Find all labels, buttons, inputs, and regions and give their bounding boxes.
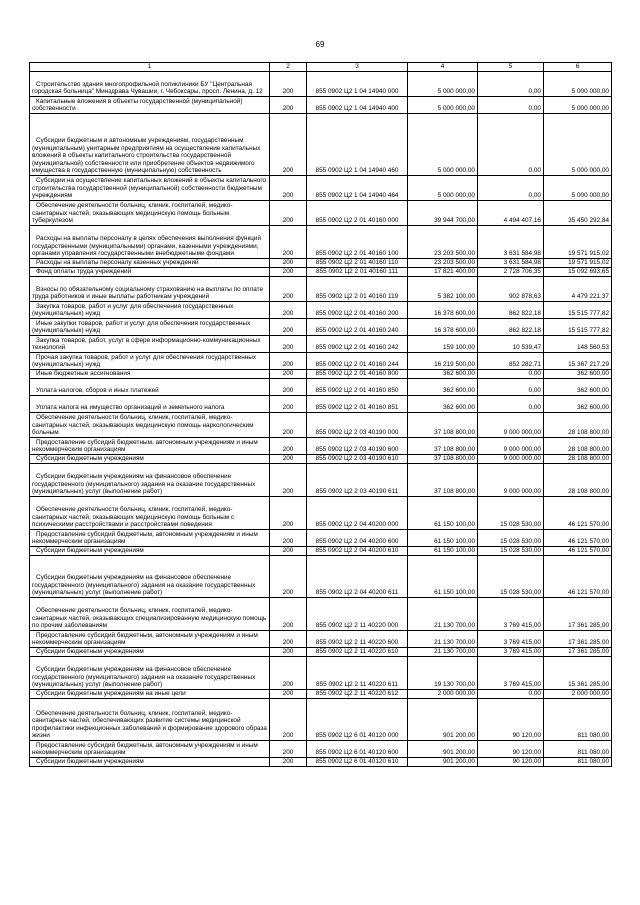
cell-line-code: 200 [270,438,307,455]
cell-unexecuted: 28 108 800,00 [544,455,612,464]
cell-description: Обеспечение деятельности больниц, клиник, госпиталей, медико-санитарных частей, обеспечивающих развитие системы медицинской профилактики инфекционных заболеваний и формирование здорового образа жизни [30,699,270,741]
cell-approved: 5 000 000,00 [408,176,478,201]
table-row [30,657,612,690]
cell-description: Фонд оплаты труда учреждений [30,268,270,277]
cell-budget-code: 855 0902 Ц2 6 01 40120 600 [307,741,408,758]
cell-budget-code: 855 0902 Ц2 2 04 40200 610 [307,547,408,556]
table-row [30,176,612,201]
table-row [30,556,612,598]
cell-approved: 362 600,00 [408,370,478,379]
cell-executed: 90 120,00 [478,699,544,741]
cell-budget-code: 855 0902 Ц2 2 04 40200 600 [307,530,408,547]
cell-approved: 5 000 000,00 [408,114,478,176]
cell-executed: 90 120,00 [478,758,544,767]
header-row [30,63,612,72]
cell-executed: 852 282,71 [478,353,544,370]
cell-line-code: 200 [270,648,307,657]
cell-description: Прочая закупка товаров, работ и услуг для обеспечения государственных (муниципальных) нужд [30,353,270,370]
cell-approved: 362 600,00 [408,379,478,396]
cell-description: Субсидии бюджетным учреждениям на финансовое обеспечение государственного (муниципального) задания на оказание государственных (муниципальных) услуг (выполнение работ) [30,464,270,497]
cell-executed: 9 000 000,00 [478,455,544,464]
cell-unexecuted: 28 108 800,00 [544,464,612,497]
cell-description: Субсидии бюджетным учреждениям на финансовое обеспечение государственного (муниципального) задания на оказание государственных (муниципальных) услуг (выполнение работ) [30,657,270,690]
cell-line-code: 200 [270,176,307,201]
cell-executed: 0,00 [478,114,544,176]
cell-description: Обеспечение деятельности больниц, клиник, госпиталей, медико-санитарных частей, оказывающих медицинскую помощь больным туберкулезом [30,201,270,226]
cell-description: Предоставление субсидий бюджетным, автономным учреждениям и иным некоммерческим организациям [30,741,270,758]
table-row [30,530,612,547]
cell-approved: 901 200,00 [408,758,478,767]
cell-budget-code: 855 0902 Ц2 6 01 40120 610 [307,758,408,767]
table-row [30,413,612,438]
cell-approved: 159 100,00 [408,336,478,353]
table-row [30,690,612,699]
cell-budget-code: 855 0902 Ц2 2 01 40160 850 [307,379,408,396]
cell-line-code: 200 [270,201,307,226]
cell-unexecuted: 811 080,00 [544,741,612,758]
cell-description: Субсидии бюджетным и автономным учреждениям, государственным (муниципальным) унитарным предприятиям на осуществление капитальных вложений в объекты капитального строительства государственной (муниципальной) собственности или приобретение объектов недвижимого имущества в государственную (муниципальную) собственность [30,114,270,176]
cell-unexecuted: 28 108 800,00 [544,438,612,455]
cell-approved: 16 378 600,00 [408,319,478,336]
cell-unexecuted: 4 479 221,37 [544,277,612,302]
cell-approved: 5 000 000,00 [408,72,478,97]
cell-description: Субсидии бюджетным учреждениям [30,455,270,464]
budget-table [29,62,612,767]
cell-executed: 0,00 [478,176,544,201]
cell-line-code: 200 [270,455,307,464]
cell-unexecuted: 362 600,00 [544,379,612,396]
cell-description: Строительство здания многопрофильной поликлиники БУ "Центральная городская больница" Минздрава Чувашии, г. Чебоксары, просп. Ленина, д. 12 [30,72,270,97]
cell-unexecuted: 17 361 285,00 [544,631,612,648]
cell-budget-code: 855 0902 Ц2 2 03 40190 600 [307,438,408,455]
table-row [30,455,612,464]
cell-line-code: 200 [270,319,307,336]
cell-budget-code: 855 0902 Ц2 6 01 40120 000 [307,699,408,741]
cell-executed: 0,00 [478,370,544,379]
cell-description: Иные бюджетные ассигнования [30,370,270,379]
cell-executed: 9 000 000,00 [478,464,544,497]
cell-unexecuted: 19 571 915,02 [544,259,612,268]
cell-unexecuted: 46 121 570,00 [544,556,612,598]
cell-unexecuted: 46 121 570,00 [544,547,612,556]
cell-executed: 3 769 415,00 [478,631,544,648]
cell-unexecuted: 15 092 693,65 [544,268,612,277]
cell-unexecuted: 5 000 000,00 [544,176,612,201]
cell-executed: 862 822,18 [478,319,544,336]
table-row [30,396,612,413]
table-row [30,758,612,767]
table-row [30,319,612,336]
cell-approved: 17 821 400,00 [408,268,478,277]
cell-executed: 0,00 [478,72,544,97]
cell-executed: 0,00 [478,396,544,413]
table-row [30,370,612,379]
cell-approved: 61 150 100,00 [408,497,478,530]
cell-unexecuted: 17 361 285,00 [544,648,612,657]
cell-line-code: 200 [270,226,307,259]
cell-description: Субсидии бюджетным учреждениям [30,758,270,767]
cell-line-code: 200 [270,396,307,413]
cell-executed: 3 769 415,00 [478,598,544,631]
cell-approved: 37 108 800,00 [408,464,478,497]
cell-budget-code: 855 0902 Ц2 2 11 40220 612 [307,690,408,699]
table-row [30,353,612,370]
cell-budget-code: 855 0902 Ц2 2 01 40160 111 [307,268,408,277]
cell-description: Субсидии бюджетным учреждениям [30,648,270,657]
cell-unexecuted: 28 108 800,00 [544,413,612,438]
cell-description: Капитальные вложения в объекты государственной (муниципальной) собственности [30,97,270,114]
table-row [30,547,612,556]
cell-budget-code: 855 0902 Ц2 2 04 40200 000 [307,497,408,530]
cell-unexecuted: 17 361 285,00 [544,598,612,631]
table-row [30,336,612,353]
cell-budget-code: 855 0902 Ц2 2 01 40160 000 [307,201,408,226]
header-col-3: 3 [307,63,408,72]
cell-approved: 901 200,00 [408,699,478,741]
table-row [30,114,612,176]
cell-approved: 23 203 500,00 [408,259,478,268]
cell-budget-code: 855 0902 Ц2 2 01 40160 110 [307,259,408,268]
cell-budget-code: 855 0902 Ц2 1 04 14940 000 [307,72,408,97]
cell-description: Расходы на выплаты персоналу казенных учреждений [30,259,270,268]
cell-unexecuted: 148 560,53 [544,336,612,353]
table-row [30,277,612,302]
cell-approved: 37 108 800,00 [408,438,478,455]
cell-line-code: 200 [270,336,307,353]
table-row [30,648,612,657]
cell-unexecuted: 15 367 217,29 [544,353,612,370]
cell-unexecuted: 811 080,00 [544,699,612,741]
cell-line-code: 200 [270,758,307,767]
cell-budget-code: 855 0902 Ц2 2 01 40160 100 [307,226,408,259]
cell-approved: 21 130 700,00 [408,598,478,631]
cell-executed: 15 028 530,00 [478,556,544,598]
header-col-2: 2 [270,63,307,72]
cell-approved: 16 219 500,00 [408,353,478,370]
cell-line-code: 200 [270,277,307,302]
table-row [30,226,612,259]
cell-line-code: 200 [270,690,307,699]
cell-executed: 3 769 415,00 [478,648,544,657]
header-col-1: 1 [30,63,270,72]
cell-line-code: 200 [270,259,307,268]
cell-budget-code: 855 0902 Ц2 2 01 40160 240 [307,319,408,336]
cell-description: Предоставление субсидий бюджетным, автономным учреждениям и иным некоммерческим организациям [30,530,270,547]
cell-line-code: 200 [270,547,307,556]
table-row [30,598,612,631]
table-row [30,302,612,319]
cell-approved: 21 130 700,00 [408,631,478,648]
cell-budget-code: 855 0902 Ц2 2 01 40160 242 [307,336,408,353]
cell-budget-code: 855 0902 Ц2 2 11 40220 000 [307,598,408,631]
header-col-5: 5 [478,63,544,72]
cell-executed: 15 028 530,00 [478,530,544,547]
cell-line-code: 200 [270,114,307,176]
cell-unexecuted: 2 000 000,00 [544,690,612,699]
cell-line-code: 200 [270,353,307,370]
cell-description: Предоставление субсидий бюджетным, автономным учреждениям и иным некоммерческим организациям [30,438,270,455]
cell-executed: 4 494 407,16 [478,201,544,226]
cell-line-code: 200 [270,556,307,598]
cell-unexecuted: 5 000 000,00 [544,114,612,176]
cell-budget-code: 855 0902 Ц2 2 03 40190 000 [307,413,408,438]
cell-description: Иные закупки товаров, работ и услуг для обеспечения государственных (муниципальных) нужд [30,319,270,336]
cell-unexecuted: 362 600,00 [544,370,612,379]
cell-unexecuted: 5 000 000,00 [544,72,612,97]
header-col-4: 4 [408,63,478,72]
cell-line-code: 200 [270,699,307,741]
cell-line-code: 200 [270,530,307,547]
cell-line-code: 200 [270,464,307,497]
table-row [30,97,612,114]
cell-description: Субсидии бюджетным учреждениям на иные цели [30,690,270,699]
cell-executed: 3 631 584,98 [478,226,544,259]
cell-approved: 901 200,00 [408,741,478,758]
cell-approved: 2 000 000,00 [408,690,478,699]
cell-budget-code: 855 0902 Ц2 1 04 14940 460 [307,114,408,176]
cell-approved: 362 600,00 [408,396,478,413]
cell-unexecuted: 15 361 285,00 [544,657,612,690]
cell-description: Закупка товаров, работ и услуг для обеспечения государственных (муниципальных) нужд [30,302,270,319]
table-row [30,631,612,648]
cell-description: Расходы на выплаты персоналу в целях обеспечения выполнения функций государственными (муниципальными) органами, казенными учреждениями, органами управления государственными внебюджетными фондами [30,226,270,259]
cell-line-code: 200 [270,657,307,690]
cell-line-code: 200 [270,631,307,648]
cell-description: Закупка товаров, работ, услуг в сфере информационно-коммуникационных технологий [30,336,270,353]
cell-description: Уплата налогов, сборов и иных платежей [30,379,270,396]
cell-executed: 0,00 [478,379,544,396]
cell-executed: 0,00 [478,690,544,699]
cell-budget-code: 855 0902 Ц2 2 01 40160 200 [307,302,408,319]
cell-description: Обеспечение деятельности больниц, клиник, госпиталей, медико-санитарных частей, оказывающих медицинскую помощь наркологическим больным [30,413,270,438]
cell-executed: 10 539,47 [478,336,544,353]
cell-approved: 61 150 100,00 [408,547,478,556]
cell-approved: 61 150 100,00 [408,556,478,598]
cell-unexecuted: 811 080,00 [544,758,612,767]
cell-budget-code: 855 0902 Ц2 2 03 40190 611 [307,464,408,497]
cell-executed: 9 000 000,00 [478,438,544,455]
cell-description: Уплата налога на имущество организаций и земельного налога [30,396,270,413]
cell-unexecuted: 15 515 777,82 [544,319,612,336]
cell-description: Предоставление субсидий бюджетным, автономным учреждениям и иным некоммерческим организациям [30,631,270,648]
cell-unexecuted: 15 515 777,82 [544,302,612,319]
cell-approved: 21 130 700,00 [408,648,478,657]
cell-line-code: 200 [270,379,307,396]
cell-budget-code: 855 0902 Ц2 2 11 40220 611 [307,657,408,690]
cell-approved: 37 108 800,00 [408,413,478,438]
cell-unexecuted: 5 000 000,00 [544,97,612,114]
cell-budget-code: 855 0902 Ц2 2 11 40220 610 [307,648,408,657]
cell-approved: 23 203 500,00 [408,226,478,259]
table-row [30,201,612,226]
cell-approved: 19 130 700,00 [408,657,478,690]
table-row [30,268,612,277]
cell-line-code: 200 [270,268,307,277]
cell-line-code: 200 [270,497,307,530]
cell-line-code: 200 [270,302,307,319]
cell-executed: 15 028 530,00 [478,547,544,556]
cell-unexecuted: 362 600,00 [544,396,612,413]
cell-budget-code: 855 0902 Ц2 2 11 40220 600 [307,631,408,648]
cell-budget-code: 855 0902 Ц2 2 01 40160 119 [307,277,408,302]
table-row [30,497,612,530]
cell-executed: 0,00 [478,97,544,114]
cell-budget-code: 855 0902 Ц2 2 03 40190 610 [307,455,408,464]
cell-approved: 5 382 100,00 [408,277,478,302]
cell-line-code: 200 [270,413,307,438]
table-row [30,379,612,396]
cell-approved: 39 944 700,00 [408,201,478,226]
cell-unexecuted: 46 121 570,00 [544,497,612,530]
table-row [30,72,612,97]
cell-description: Обеспечение деятельности больниц, клиник, госпиталей, медико-санитарных частей, оказывающих медицинскую помощь больным с психическими расстройствами и расстройствами поведения [30,497,270,530]
cell-executed: 15 028 530,00 [478,497,544,530]
cell-executed: 3 631 584,98 [478,259,544,268]
cell-executed: 9 000 000,00 [478,413,544,438]
table-row [30,699,612,741]
cell-approved: 37 108 800,00 [408,455,478,464]
cell-budget-code: 855 0902 Ц2 2 01 40160 800 [307,370,408,379]
cell-executed: 862 822,18 [478,302,544,319]
cell-approved: 16 378 600,00 [408,302,478,319]
cell-line-code: 200 [270,72,307,97]
cell-description: Субсидии бюджетным учреждениям на финансовое обеспечение государственного (муниципального) задания на оказание государственных (муниципальных) услуг (выполнение работ) [30,556,270,598]
cell-budget-code: 855 0902 Ц2 1 04 14940 464 [307,176,408,201]
cell-executed: 902 878,63 [478,277,544,302]
cell-budget-code: 855 0902 Ц2 2 04 40200 611 [307,556,408,598]
table-row [30,259,612,268]
cell-description: Субсидии на осуществление капитальных вложений в объекты капитального строительства государственной (муниципальной) собственности бюджетным учреждениям [30,176,270,201]
table-row [30,741,612,758]
table-row [30,438,612,455]
cell-executed: 2 728 706,35 [478,268,544,277]
cell-unexecuted: 19 571 915,02 [544,226,612,259]
cell-executed: 3 769 415,00 [478,657,544,690]
cell-approved: 5 000 000,00 [408,97,478,114]
cell-budget-code: 855 0902 Ц2 2 01 40160 851 [307,396,408,413]
table-body [30,72,612,767]
cell-unexecuted: 46 121 570,00 [544,530,612,547]
cell-description: Взносы по обязательному социальному страхованию на выплаты по оплате труда работников и иные выплаты работникам учреждений [30,277,270,302]
page-number: 69 [315,40,325,49]
cell-budget-code: 855 0902 Ц2 1 04 14940 400 [307,97,408,114]
table-row [30,464,612,497]
cell-line-code: 200 [270,370,307,379]
cell-approved: 61 150 100,00 [408,530,478,547]
cell-budget-code: 855 0902 Ц2 2 01 40160 244 [307,353,408,370]
cell-line-code: 200 [270,741,307,758]
header-col-6: 6 [544,63,612,72]
cell-description: Обеспечение деятельности больниц, клиник, госпиталей, медико-санитарных частей, оказывающих специализированную медицинскую помощь по прочим заболеваниям [30,598,270,631]
cell-description: Субсидии бюджетным учреждениям [30,547,270,556]
cell-unexecuted: 35 450 292,84 [544,201,612,226]
cell-line-code: 200 [270,598,307,631]
cell-executed: 90 120,00 [478,741,544,758]
cell-line-code: 200 [270,97,307,114]
